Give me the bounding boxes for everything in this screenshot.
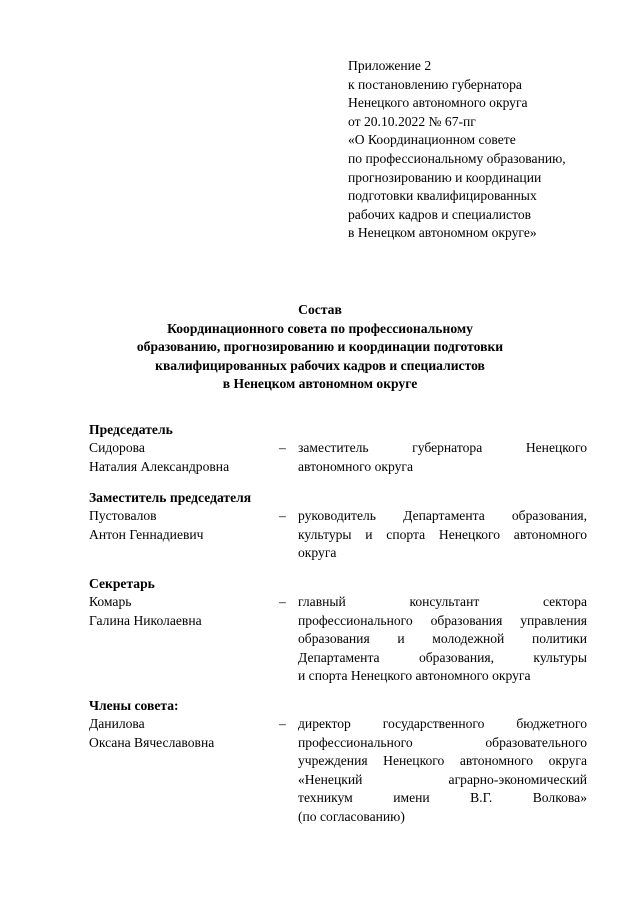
member-role bbox=[298, 507, 587, 563]
role-line: заместитель губернатора Ненецкого bbox=[298, 440, 587, 455]
member-name bbox=[89, 593, 279, 630]
role-line: Департамента образования, культуры bbox=[298, 649, 587, 665]
member-given-names: Наталия Александровна bbox=[89, 458, 230, 474]
role-line: профессионального образовательного bbox=[298, 734, 587, 750]
title-line: Состав bbox=[298, 302, 342, 317]
role-line: округа bbox=[298, 545, 337, 561]
member-surname: Пустовалов bbox=[89, 508, 157, 523]
role-line: руководитель Департамента образования, bbox=[298, 508, 587, 523]
appendix-line: «О Координационном совете bbox=[348, 132, 516, 148]
role-line: и спорта Ненецкого автономного округа bbox=[298, 668, 531, 684]
appendix-line: от 20.10.2022 № 67-пг bbox=[348, 113, 476, 129]
role-line: (по согласованию) bbox=[298, 808, 405, 824]
member-role bbox=[298, 439, 587, 476]
document-title bbox=[0, 301, 640, 394]
role-line: техникум имени В.Г. Волкова» bbox=[298, 790, 587, 806]
appendix-line: Приложение 2 bbox=[348, 58, 432, 73]
appendix-line: Ненецкого автономного округа bbox=[348, 95, 528, 111]
section-heading-deputy-chairman: Заместитель председателя bbox=[89, 490, 252, 505]
member-surname: Сидорова bbox=[89, 440, 145, 455]
member-dash: – bbox=[279, 508, 286, 523]
member-surname: Данилова bbox=[89, 716, 145, 731]
member-dash: – bbox=[279, 594, 286, 609]
role-line: профессионального образования управления bbox=[298, 612, 587, 628]
title-line: образованию, прогнозированию и координации подготовки bbox=[136, 339, 504, 355]
role-line: «Ненецкий аграрно-экономический bbox=[298, 771, 587, 787]
section-heading-chairman: Председатель bbox=[89, 422, 173, 437]
appendix-line: рабочих кадров и специалистов bbox=[348, 206, 532, 222]
appendix-line: в Ненецком автономном округе» bbox=[348, 225, 537, 241]
appendix-line: прогнозированию и координации bbox=[348, 169, 542, 185]
member-name bbox=[89, 507, 279, 544]
title-line: в Ненецком автономном округе bbox=[222, 376, 418, 392]
member-name bbox=[89, 439, 279, 476]
title-line: квалифицированных рабочих кадров и специалистов bbox=[155, 357, 485, 373]
member-given-names: Галина Николаевна bbox=[89, 612, 202, 628]
member-name bbox=[89, 715, 279, 752]
member-dash: – bbox=[279, 440, 286, 455]
role-line: главный консультант сектора bbox=[298, 594, 587, 609]
member-role bbox=[298, 715, 587, 827]
appendix-line: подготовки квалифицированных bbox=[348, 188, 537, 204]
title-line: Координационного совета по профессиональному bbox=[167, 320, 473, 336]
role-line: директор государственного бюджетного bbox=[298, 716, 587, 731]
member-role bbox=[298, 593, 587, 686]
member-given-names: Антон Геннадиевич bbox=[89, 526, 204, 542]
member-surname: Комарь bbox=[89, 594, 132, 609]
section-heading-secretary: Секретарь bbox=[89, 576, 155, 591]
role-line: автономного округа bbox=[298, 458, 414, 474]
member-dash: – bbox=[279, 716, 286, 731]
section-heading-council-members: Члены совета: bbox=[89, 698, 179, 713]
appendix-line: по профессиональному образованию, bbox=[348, 150, 566, 166]
appendix-header bbox=[348, 57, 618, 243]
role-line: учреждения Ненецкого автономного округа bbox=[298, 753, 587, 769]
appendix-line: к постановлению губернатора bbox=[348, 76, 522, 92]
member-given-names: Оксана Вячеславовна bbox=[89, 734, 215, 750]
role-line: образования и молодежной политики bbox=[298, 631, 587, 647]
role-line: культуры и спорта Ненецкого автономного bbox=[298, 526, 587, 542]
